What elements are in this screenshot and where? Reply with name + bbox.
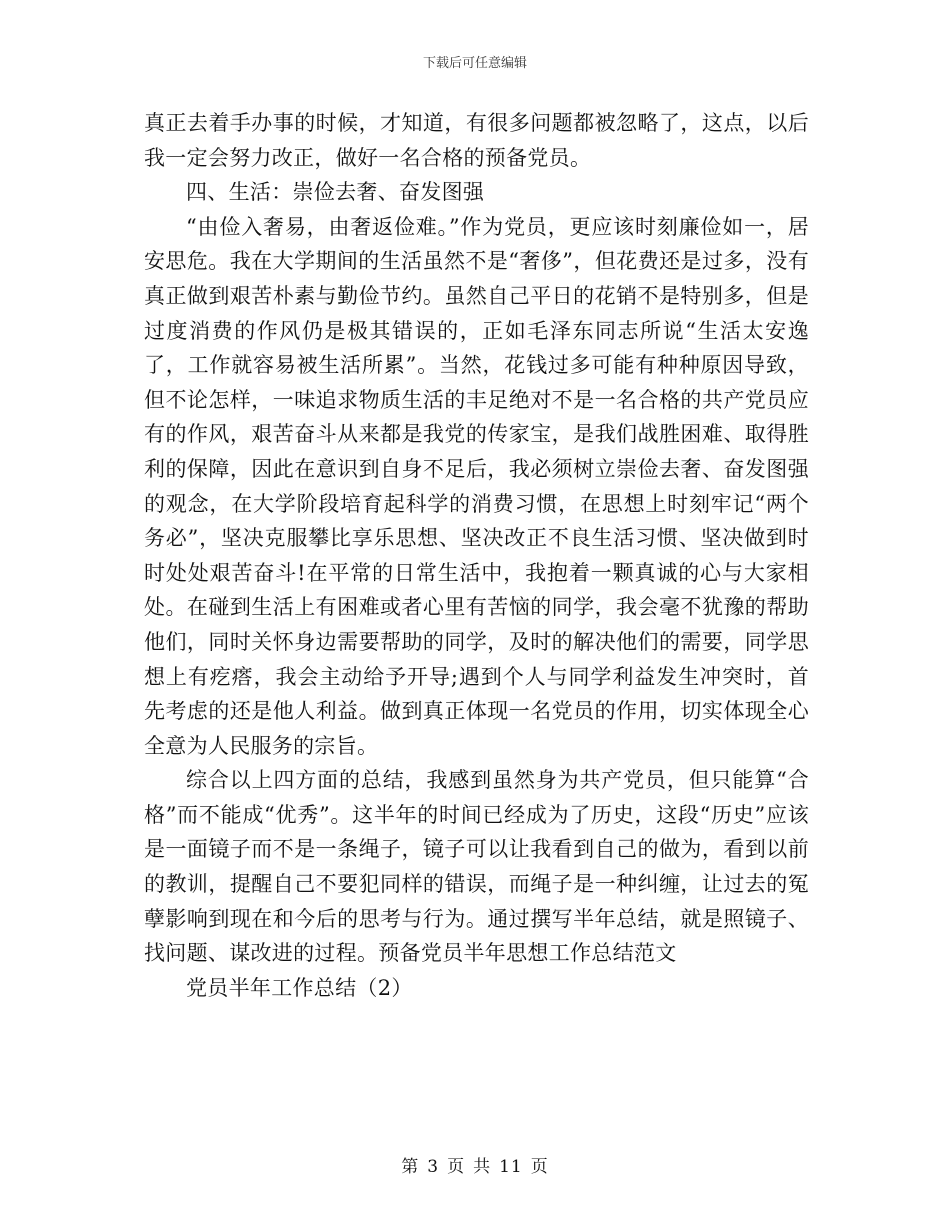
paragraph-4: 综合以上四方面的总结，我感到虽然身为共产党员，但只能算“合格”而不能成“优秀”。这半年的时间已经成为了历史，这段“历史”应该是一面镜子而不是一条绳子，镜子可以让我看到自己的做为，看到以前的教训，提醒自己不要犯同样的错误，而绳子是一种纠缠，让过去的冤孽影响到现在和今后的思考与行为。通过撰写半年总结，就是照镜子、找问题、谋改进的过程。预备党员半年思想工作总结范文 (144, 768, 809, 966)
footer-page-number: 3 (427, 1157, 440, 1177)
footer-suffix: 页 (530, 1157, 549, 1177)
section-heading-life: 四、生活：崇俭去奢、奋发图强 (186, 180, 485, 205)
page-footer (0, 1152, 950, 1177)
footer-prefix: 第 (401, 1157, 420, 1177)
document-body (144, 106, 809, 1005)
paragraph-3: “由俭入奢易，由奢返俭难。”作为党员，更应该时刻廉俭如一，居安思危。我在大学期间的生活虽然不是“奢侈”，但花费还是过多，没有真正做到艰苦朴素与勤俭节约。虽然自己平日的花销不是特别多，但是过度消费的作风仍是极其错误的，正如毛泽东同志所说“生活太安逸了，工作就容易被生活所累”。当然，花钱过多可能有种种原因导致，但不论怎样，一味追求物质生活的丰足绝对不是一名合格的共产党员应有的作风，艰苦奋斗从来都是我党的传家宝，是我们战胜困难、取得胜利的保障，因此在意识到自身不足后，我必须树立崇俭去奢、奋发图强的观念，在大学阶段培育起科学的消费习惯，在思想上时刻牢记“两个务必”，坚决克服攀比享乐思想、坚决改正不良生活习惯、坚决做到时时处处艰苦奋斗!在平常的日常生活中，我抱着一颗真诚的心与大家相处。在碰到生活上有困难或者心里有苦恼的同学，我会毫不犹豫的帮助他们，同时关怀身边需要帮助的同学，及时的解决他们的需要，同学思想上有疙瘩，我会主动给予开导;遇到个人与同学利益发生冲突时，首先考虑的还是他人利益。做到真正体现一名党员的作用，切实体现全心全意为人民服务的宗旨。 (144, 214, 809, 758)
footer-total-pages: 11 (499, 1157, 523, 1177)
footer-total-prefix: 共 (473, 1157, 492, 1177)
footer-middle: 页 (447, 1157, 466, 1177)
page-header: 下载后可任意编辑 (422, 56, 527, 71)
next-section-title: 党员半年工作总结（2） (186, 975, 413, 1000)
paragraph-1: 真正去着手办事的时候，才知道，有很多问题都被忽略了，这点，以后我一定会努力改正，做好一名合格的预备党员。 (144, 111, 809, 170)
